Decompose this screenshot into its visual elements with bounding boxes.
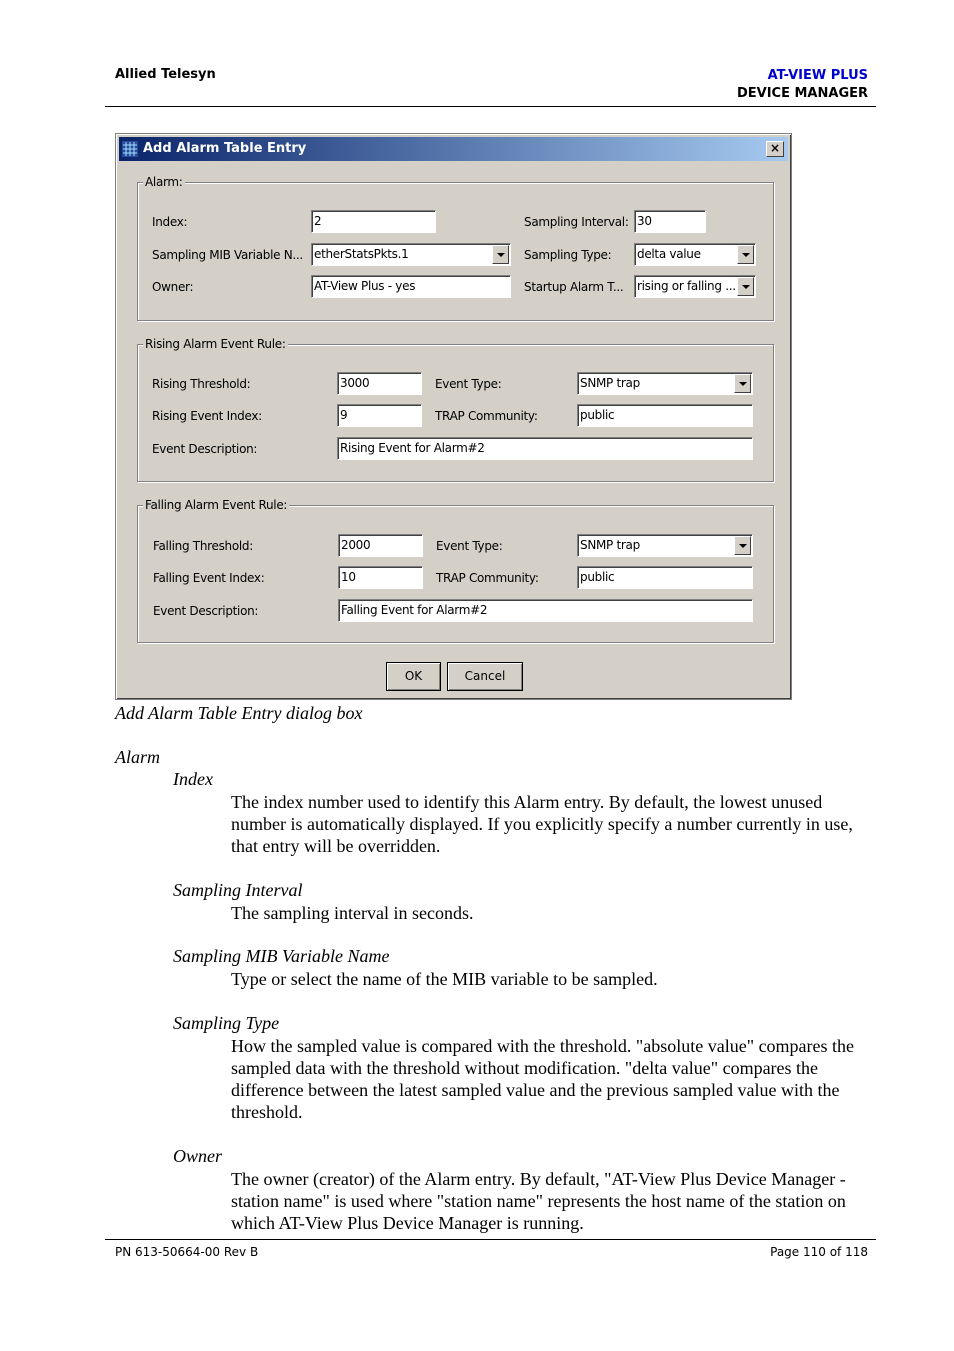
sampling-type-label: Sampling Type: [524, 248, 612, 262]
term-title: Owner [173, 1146, 222, 1166]
rising-trap-community-input[interactable]: public [577, 404, 753, 427]
header-divider [105, 106, 876, 107]
falling-threshold-label: Falling Threshold: [153, 539, 253, 553]
dialog-titlebar[interactable] [119, 137, 788, 161]
index-input[interactable]: 2 [311, 210, 436, 233]
rising-description-input[interactable]: Rising Event for Alarm#2 [337, 437, 753, 460]
term-description: How the sampled value is compared with the threshold. "absolute value" compares the sampled data with the threshold without modification. "delta value" compares the difference between the latest sampled value and the previous sampled value with the threshold. [231, 1036, 855, 1122]
page-number: Page 110 of 118 [770, 1245, 868, 1259]
figure-caption: Add Alarm Table Entry dialog box [115, 703, 363, 723]
falling-trap-community-label: TRAP Community: [436, 571, 539, 585]
section-title: Alarm [115, 747, 160, 767]
page-header-right [737, 67, 868, 103]
add-alarm-dialog [115, 133, 792, 700]
owner-input[interactable]: AT-View Plus - yes [311, 275, 511, 298]
part-number: PN 613-50664-00 Rev B [115, 1245, 259, 1259]
startup-alarm-value: rising or falling ... [637, 279, 736, 293]
rising-event-index-label: Rising Event Index: [152, 409, 262, 423]
term-description: Type or select the name of the MIB variable to be sampled. [231, 969, 658, 989]
falling-event-index-label: Falling Event Index: [153, 571, 265, 585]
term-title: Index [173, 769, 213, 789]
falling-trap-community-input[interactable]: public [577, 566, 753, 589]
mib-variable-label: Sampling MIB Variable N... [152, 248, 303, 262]
rising-event-type-select[interactable] [577, 372, 753, 395]
mib-variable-combo[interactable] [311, 243, 511, 266]
ok-button[interactable]: OK [386, 662, 441, 691]
falling-description-input[interactable]: Falling Event for Alarm#2 [338, 599, 753, 622]
rising-threshold-label: Rising Threshold: [152, 377, 251, 391]
rising-description-label: Event Description: [152, 442, 258, 456]
falling-event-type-label: Event Type: [436, 539, 503, 553]
term-title: Sampling MIB Variable Name [173, 946, 390, 966]
alarm-group-legend: Alarm: [145, 175, 183, 189]
term-description: The index number used to identify this Alarm entry. By default, the lowest unused number is automatically displayed. If you explicitly specify a number currently in use, that entry will be overridden. [231, 792, 853, 856]
rising-rule-legend: Rising Alarm Event Rule: [145, 337, 286, 351]
falling-threshold-input[interactable]: 2000 [338, 534, 423, 557]
grid-icon [122, 141, 138, 157]
falling-event-type-value: SNMP trap [580, 538, 640, 552]
chevron-down-icon[interactable] [737, 245, 754, 264]
rising-trap-community-label: TRAP Community: [435, 409, 538, 423]
chevron-down-icon[interactable] [734, 374, 751, 393]
chevron-down-icon[interactable] [737, 277, 754, 296]
falling-description-label: Event Description: [153, 604, 259, 618]
sampling-type-select[interactable] [634, 243, 756, 266]
product-name: AT-VIEW PLUS [767, 68, 868, 83]
close-button[interactable]: × [766, 141, 784, 157]
rising-event-type-label: Event Type: [435, 377, 502, 391]
term-description: The owner (creator) of the Alarm entry. By default, "AT-View Plus Device Manager - station name" is used where "station name" represents the host name of the station on which AT-View Plus Device Manager is running. [231, 1169, 846, 1233]
term-title: Sampling Interval [173, 880, 303, 900]
dialog-title: Add Alarm Table Entry [143, 141, 307, 156]
chevron-down-icon[interactable] [734, 536, 751, 555]
term-description: The sampling interval in seconds. [231, 903, 474, 923]
company-name: Allied Telesyn [115, 67, 216, 82]
rising-event-type-value: SNMP trap [580, 376, 640, 390]
falling-event-type-select[interactable] [577, 534, 753, 557]
sampling-interval-label: Sampling Interval: [524, 215, 629, 229]
cancel-button[interactable]: Cancel [447, 662, 523, 691]
section-name: DEVICE MANAGER [736, 86, 868, 101]
index-label: Index: [152, 215, 188, 229]
sampling-interval-input[interactable]: 30 [634, 210, 706, 233]
footer-divider [105, 1239, 876, 1240]
startup-alarm-select[interactable] [634, 275, 756, 298]
falling-event-index-input[interactable]: 10 [338, 566, 423, 589]
term-title: Sampling Type [173, 1013, 280, 1033]
chevron-down-icon[interactable] [492, 245, 509, 264]
sampling-type-value: delta value [637, 247, 701, 261]
falling-rule-legend: Falling Alarm Event Rule: [145, 498, 288, 512]
rising-event-index-input[interactable]: 9 [337, 404, 422, 427]
owner-label: Owner: [152, 280, 194, 294]
mib-variable-value: etherStatsPkts.1 [314, 247, 409, 261]
startup-alarm-label: Startup Alarm T... [524, 280, 624, 294]
rising-threshold-input[interactable]: 3000 [337, 372, 422, 395]
